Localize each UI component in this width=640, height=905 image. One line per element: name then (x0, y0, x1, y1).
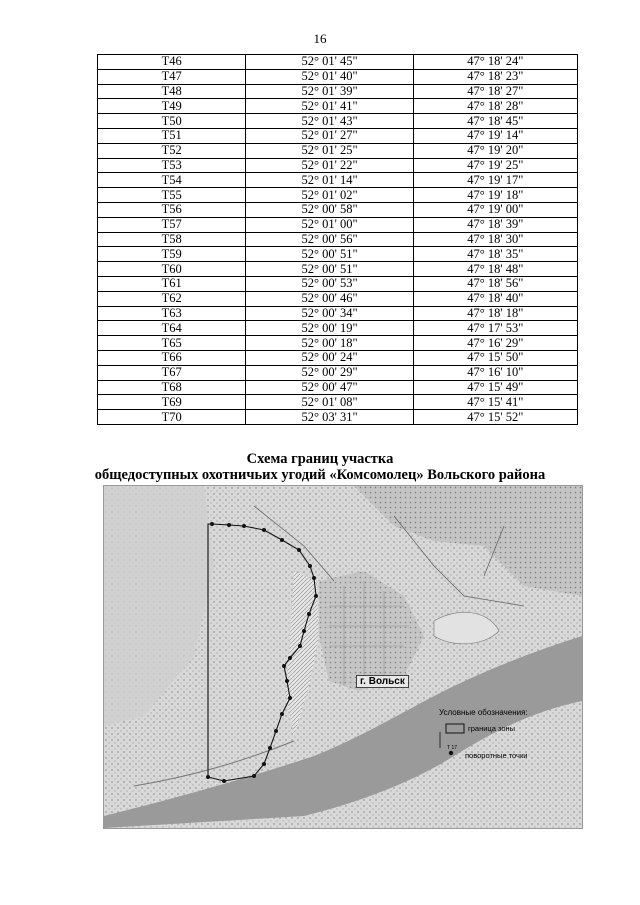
table-row (98, 173, 578, 188)
latitude-cell: 52° 01' 40" (246, 69, 413, 84)
table-row (98, 84, 578, 99)
point-id-cell: Т52 (98, 143, 246, 158)
table-row (98, 99, 578, 114)
latitude-cell: 52° 01' 02" (246, 188, 413, 203)
table-row (98, 380, 578, 395)
point-id-cell: Т57 (98, 217, 246, 232)
point-id-cell: Т70 (98, 410, 246, 425)
longitude-cell: 47° 18' 23" (413, 69, 577, 84)
longitude-cell: 47° 15' 52" (413, 410, 577, 425)
latitude-cell: 52° 00' 46" (246, 291, 413, 306)
latitude-cell: 52° 00' 24" (246, 350, 413, 365)
longitude-cell: 47° 18' 35" (413, 247, 577, 262)
longitude-cell: 47° 18' 30" (413, 232, 577, 247)
table-row (98, 306, 578, 321)
table-row (98, 350, 578, 365)
table-row (98, 365, 578, 380)
longitude-cell: 47° 18' 39" (413, 217, 577, 232)
point-id-cell: Т64 (98, 321, 246, 336)
point-id-cell: Т58 (98, 232, 246, 247)
latitude-cell: 52° 00' 53" (246, 276, 413, 291)
latitude-cell: 52° 00' 56" (246, 232, 413, 247)
point-id-cell: Т55 (98, 188, 246, 203)
table-row (98, 69, 578, 84)
table-row (98, 114, 578, 129)
point-id-cell: Т47 (98, 69, 246, 84)
table-row (98, 291, 578, 306)
point-id-cell: Т48 (98, 84, 246, 99)
map-title-line-1: Схема границ участка (246, 451, 394, 467)
map-graphic (104, 486, 582, 828)
table-row (98, 143, 578, 158)
table-row (98, 410, 578, 425)
table-row (98, 128, 578, 143)
point-id-cell: Т69 (98, 395, 246, 410)
point-id-cell: Т53 (98, 158, 246, 173)
legend-title: Условные обозначения: (439, 708, 528, 717)
longitude-cell: 47° 16' 10" (413, 365, 577, 380)
longitude-cell: 47° 19' 17" (413, 173, 577, 188)
table-row (98, 217, 578, 232)
latitude-cell: 52° 00' 29" (246, 365, 413, 380)
coordinates-table (97, 54, 578, 425)
latitude-cell: 52° 00' 34" (246, 306, 413, 321)
latitude-cell: 52° 01' 00" (246, 217, 413, 232)
table-row (98, 321, 578, 336)
table-row (98, 232, 578, 247)
latitude-cell: 52° 01' 39" (246, 84, 413, 99)
point-id-cell: Т51 (98, 128, 246, 143)
latitude-cell: 52° 01' 27" (246, 128, 413, 143)
latitude-cell: 52° 00' 51" (246, 247, 413, 262)
point-id-cell: Т68 (98, 380, 246, 395)
point-id-cell: Т60 (98, 262, 246, 277)
latitude-cell: 52° 00' 58" (246, 202, 413, 217)
longitude-cell: 47° 15' 49" (413, 380, 577, 395)
table-row (98, 276, 578, 291)
map-title-line-2: общедоступных охотничьих угодий «Комсомолец» Вольского района (94, 467, 546, 483)
table-row (98, 202, 578, 217)
latitude-cell: 52° 01' 14" (246, 173, 413, 188)
point-id-cell: Т56 (98, 202, 246, 217)
table-row (98, 395, 578, 410)
longitude-cell: 47° 19' 18" (413, 188, 577, 203)
point-id-cell: Т49 (98, 99, 246, 114)
latitude-cell: 52° 00' 18" (246, 336, 413, 351)
longitude-cell: 47° 17' 53" (413, 321, 577, 336)
latitude-cell: 52° 01' 43" (246, 114, 413, 129)
longitude-cell: 47° 19' 14" (413, 128, 577, 143)
longitude-cell: 47° 15' 41" (413, 395, 577, 410)
longitude-cell: 47° 18' 40" (413, 291, 577, 306)
legend-zone-label: граница зоны (468, 724, 516, 733)
table-row (98, 262, 578, 277)
page-number: 16 (313, 31, 327, 46)
point-id-cell: Т46 (98, 55, 246, 70)
longitude-cell: 47° 18' 48" (413, 262, 577, 277)
table-row (98, 55, 578, 70)
map-city-label: г. Вольск (356, 675, 409, 688)
point-id-cell: Т67 (98, 365, 246, 380)
longitude-cell: 47° 18' 18" (413, 306, 577, 321)
point-id-cell: Т59 (98, 247, 246, 262)
latitude-cell: 52° 00' 47" (246, 380, 413, 395)
table-row (98, 247, 578, 262)
longitude-cell: 47° 18' 24" (413, 55, 577, 70)
latitude-cell: 52° 01' 22" (246, 158, 413, 173)
longitude-cell: 47° 18' 45" (413, 114, 577, 129)
longitude-cell: 47° 19' 25" (413, 158, 577, 173)
point-id-cell: Т61 (98, 276, 246, 291)
longitude-cell: 47° 18' 27" (413, 84, 577, 99)
point-id-cell: Т63 (98, 306, 246, 321)
latitude-cell: 52° 01' 08" (246, 395, 413, 410)
point-id-cell: Т62 (98, 291, 246, 306)
latitude-cell: 52° 03' 31" (246, 410, 413, 425)
longitude-cell: 47° 18' 28" (413, 99, 577, 114)
table-row (98, 336, 578, 351)
table-row (98, 158, 578, 173)
longitude-cell: 47° 19' 00" (413, 202, 577, 217)
latitude-cell: 52° 01' 45" (246, 55, 413, 70)
latitude-cell: 52° 01' 41" (246, 99, 413, 114)
longitude-cell: 47° 16' 29" (413, 336, 577, 351)
longitude-cell: 47° 18' 56" (413, 276, 577, 291)
point-id-cell: Т54 (98, 173, 246, 188)
table-row (98, 188, 578, 203)
point-id-cell: Т65 (98, 336, 246, 351)
legend-points-label: поворотные точки (465, 751, 528, 760)
latitude-cell: 52° 01' 25" (246, 143, 413, 158)
latitude-cell: 52° 00' 51" (246, 262, 413, 277)
point-id-cell: Т50 (98, 114, 246, 129)
longitude-cell: 47° 19' 20" (413, 143, 577, 158)
longitude-cell: 47° 15' 50" (413, 350, 577, 365)
boundary-map (103, 485, 583, 829)
legend-point-sample: Т 17 (447, 745, 458, 751)
point-id-cell: Т66 (98, 350, 246, 365)
latitude-cell: 52° 00' 19" (246, 321, 413, 336)
